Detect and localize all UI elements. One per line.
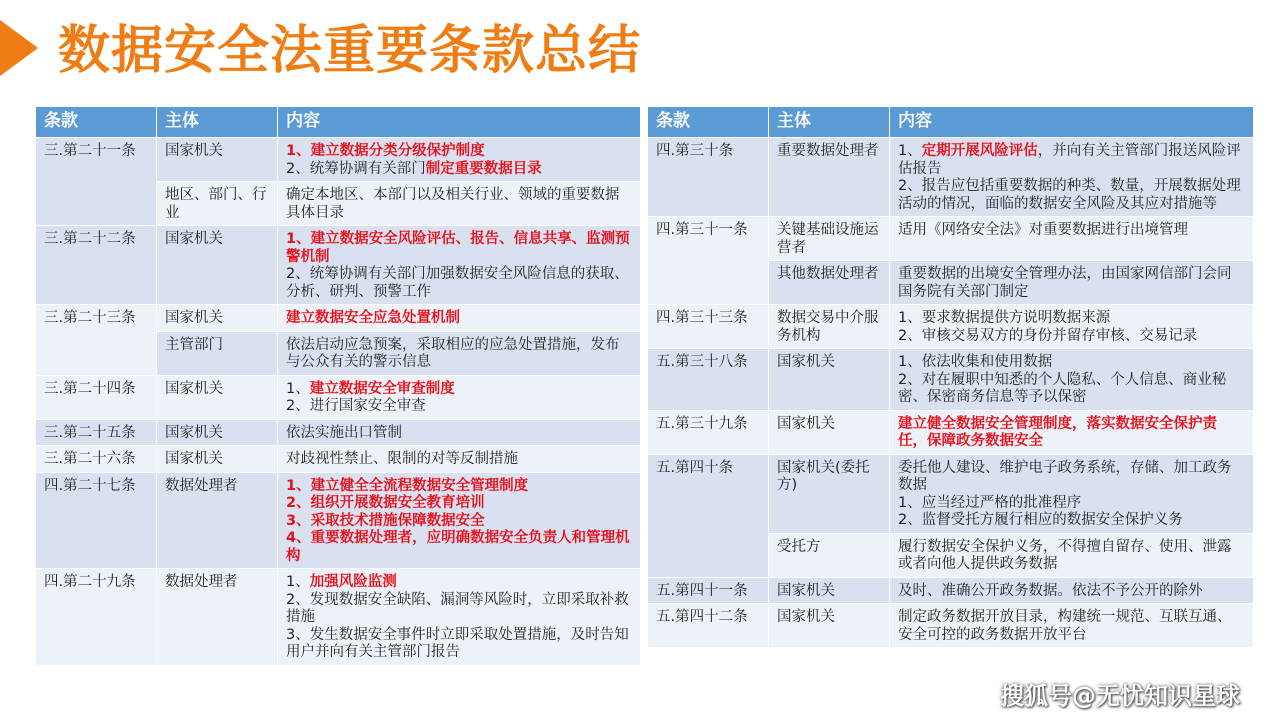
subject-cell: 受托方	[769, 533, 890, 577]
header-article: 条款	[648, 107, 769, 138]
article-cell: 五.第四十二条	[648, 604, 769, 648]
content-line: 1、建立数据分类分级保护制度	[286, 143, 485, 159]
content-cell	[278, 375, 641, 419]
content-line: 2、审核交易双方的身份并留存审核、交易记录	[898, 327, 1198, 344]
table-row	[648, 217, 1254, 261]
content-cell: 依法实施出口管制	[278, 419, 641, 446]
subject-cell: 国家机关	[157, 138, 278, 182]
subject-cell: 数据处理者	[157, 472, 278, 569]
header-article: 条款	[36, 107, 157, 138]
article-cell: 四.第三十三条	[648, 305, 769, 349]
page-title: 数据安全法重要条款总结	[58, 21, 642, 81]
subject-cell: 主管部门	[157, 331, 278, 375]
content-line: 1、依法收集和使用数据	[898, 354, 1053, 370]
article-cell: 三.第二十四条	[36, 375, 157, 419]
table-row	[648, 454, 1254, 533]
content-line	[286, 381, 632, 399]
article-cell: 四.第三十条	[648, 138, 769, 217]
content-cell	[890, 454, 1254, 533]
content-line: 1、应当经过严格的批准程序	[898, 494, 1082, 511]
content-cell: 依法启动应急预案，采取相应的应急处置措施，发布与公众有关的警示信息	[278, 331, 641, 375]
highlight-text: 定期开展风险评估	[921, 143, 1038, 159]
content-cell: 履行数据安全保护义务，不得擅自留存、使用、泄露或者向他人提供政务数据	[890, 533, 1254, 577]
subject-cell: 国家机关	[157, 305, 278, 332]
subject-cell: 地区、部门、行业	[157, 182, 278, 226]
content-text: ，并向有关主管部门报送风险评估报告	[898, 143, 1241, 177]
content-cell	[890, 138, 1254, 217]
right-table	[647, 106, 1254, 648]
article-cell: 四.第三十一条	[648, 217, 769, 305]
content-line	[286, 161, 632, 179]
watermark: 搜狐号@无忧知识星球	[1000, 682, 1240, 710]
table-row	[648, 604, 1254, 648]
content-cell	[278, 138, 641, 182]
content-cell: 及时、准确公开政务数据。依法不予公开的除外	[890, 577, 1254, 604]
content-cell	[278, 226, 641, 305]
content-line: 1、要求数据提供方说明数据来源	[898, 310, 1111, 326]
content-cell: 确定本地区、本部门以及相关行业、领域的重要数据具体目录	[278, 182, 641, 226]
table-row	[648, 305, 1254, 349]
article-cell: 三.第二十三条	[36, 305, 157, 376]
subject-cell: 国家机关	[769, 577, 890, 604]
content-line: 委托他人建设、维护电子政务系统，存储、加工政务数据	[898, 459, 1232, 493]
table-row	[36, 419, 641, 446]
content-line: 2、进行国家安全审查	[286, 398, 426, 414]
table-row	[36, 138, 641, 182]
table-row	[648, 410, 1254, 454]
content-cell	[890, 349, 1254, 411]
content-cell: 建立数据安全应急处置机制	[278, 305, 641, 332]
subject-cell: 国家机关	[769, 410, 890, 454]
content-line: 3、采取技术措施保障数据安全	[286, 512, 485, 529]
article-cell: 三.第二十一条	[36, 138, 157, 226]
title-arrow-icon	[0, 20, 38, 76]
subject-cell: 国家机关	[769, 604, 890, 648]
table-row	[648, 349, 1254, 411]
table-row	[36, 569, 641, 666]
table-row	[648, 577, 1254, 604]
content-text: 2、统筹协调有关部门	[286, 160, 426, 177]
article-cell: 五.第四十一条	[648, 577, 769, 604]
subject-cell: 国家机关	[157, 375, 278, 419]
subject-cell: 国家机关	[157, 419, 278, 446]
table-header-row	[648, 107, 1254, 138]
header-subject: 主体	[769, 107, 890, 138]
subject-cell: 国家机关	[157, 446, 278, 473]
highlight-text: 制定重要数据目录	[425, 160, 542, 177]
article-cell: 三.第二十五条	[36, 419, 157, 446]
table-row	[36, 472, 641, 569]
subject-cell: 国家机关	[157, 226, 278, 305]
content-line: 2、监督受托方履行相应的数据安全保护义务	[898, 512, 1183, 528]
article-cell: 五.第四十条	[648, 454, 769, 577]
content-line: 4、重要数据处理者，应明确数据安全负责人和管理机构	[286, 530, 630, 564]
subject-cell: 关键基础设施运营者	[769, 217, 890, 261]
content-cell: 建立健全数据安全管理制度，落实数据安全保护责任，保障政务数据安全	[890, 410, 1254, 454]
content-line: 2、统筹协调有关部门加强数据安全风险信息的获取、分析、研判、预警工作	[286, 266, 629, 300]
content-line: 2、报告应包括重要数据的种类、数量，开展数据处理活动的情况，面临的数据安全风险及其应对措施等	[898, 178, 1241, 212]
highlight-text: 加强风险监测	[309, 574, 397, 590]
content-text: 1、	[286, 380, 310, 397]
table-row	[36, 226, 641, 305]
content-line	[898, 143, 1245, 178]
table-row	[648, 138, 1254, 217]
content-cell: 适用《网络安全法》对重要数据进行出境管理	[890, 217, 1254, 261]
subject-cell: 数据交易中介服务机构	[769, 305, 890, 349]
content-line: 2、组织开展数据安全教育培训	[286, 495, 485, 511]
content-line: 2、发现数据安全缺陷、漏洞等风险时，立即采取补救措施	[286, 591, 629, 625]
header-subject: 主体	[157, 107, 278, 138]
content-text: 1、	[286, 574, 310, 590]
content-line: 1、建立数据安全风险评估、报告、信息共享、监测预警机制	[286, 231, 630, 265]
content-line: 1、建立健全全流程数据安全管理制度	[286, 477, 529, 494]
subject-cell: 其他数据处理者	[769, 261, 890, 305]
article-cell: 四.第二十九条	[36, 569, 157, 666]
content-line: 3、发生数据安全事件时立即采取处置措施，及时告知用户并向有关主管部门报告	[286, 626, 629, 660]
content-cell: 重要数据的出境安全管理办法，由国家网信部门会同国务院有关部门制定	[890, 261, 1254, 305]
content-line: 2、对在履职中知悉的个人隐私、个人信息、商业秘密、保密商务信息等予以保密	[898, 371, 1227, 405]
article-cell: 三.第二十二条	[36, 226, 157, 305]
content-cell	[278, 569, 641, 666]
content-cell: 对歧视性禁止、限制的对等反制措施	[278, 446, 641, 473]
header-content: 内容	[278, 107, 641, 138]
content-cell: 制定政务数据开放目录，构建统一规范、互联互通、安全可控的政务数据开放平台	[890, 604, 1254, 648]
content-cell	[278, 472, 641, 569]
header-content: 内容	[890, 107, 1254, 138]
article-cell: 五.第三十八条	[648, 349, 769, 411]
content-line	[286, 574, 632, 592]
left-table	[35, 106, 641, 666]
highlight-text: 建立数据安全审查制度	[309, 380, 455, 397]
table-row	[36, 446, 641, 473]
subject-cell: 国家机关(委托方)	[769, 454, 890, 533]
content-text: 1、	[898, 143, 922, 159]
subject-cell: 国家机关	[769, 349, 890, 411]
article-cell: 三.第二十六条	[36, 446, 157, 473]
content-cell	[890, 305, 1254, 349]
subject-cell: 数据处理者	[157, 569, 278, 666]
table-row	[36, 305, 641, 332]
article-cell: 四.第二十七条	[36, 472, 157, 569]
table-header-row	[36, 107, 641, 138]
article-cell: 五.第三十九条	[648, 410, 769, 454]
table-row	[36, 375, 641, 419]
subject-cell: 重要数据处理者	[769, 138, 890, 217]
